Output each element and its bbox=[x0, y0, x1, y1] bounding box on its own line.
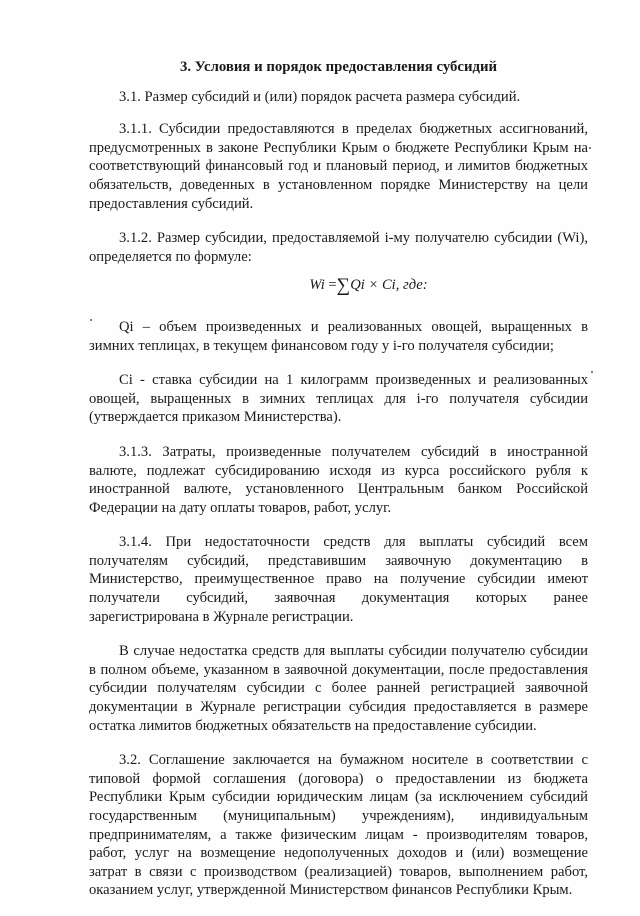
paragraph-shortage: В случае недостатка средств для выплаты субсидии получателю субсидии в полном объеме, указанном в заявочной документации, после предоставления субсидии получателям субсидии с более ранней регистрацией заявочной документации в Журнале регистрации субсидия предоставляется в размере остатка лимитов бюджетных обязательств на предоставление субсидии. bbox=[89, 643, 588, 734]
formula-rhs: Qi × Ci, где: bbox=[350, 277, 428, 294]
definition-qi: Qi – объем произведенных и реализованных овощей, выращенных в зимних теплицах, в текущем финансовом году у i-го получателя субсидии; bbox=[89, 318, 588, 354]
scan-speck bbox=[591, 371, 593, 373]
paragraph-3-1-3: 3.1.3. Затраты, произведенные получателем субсидий в иностранной валюте, подлежат субсидированию исходя из курса российского рубля к иностранной валюте, установленного Центральным банком Российской Федерации на дату оплаты товаров, работ, услуг. bbox=[89, 443, 588, 516]
formula-equals: = bbox=[328, 277, 337, 294]
paragraph-3-1-1: 3.1.1. Субсидии предоставляются в пределах бюджетных ассигнований, предусмотренных в законе Республики Крым о бюджете Республики Крым на соответствующий финансовый год и плановый период, и лимитов бюджетных обязательств, доведенных в установленном порядке Министерству на цели предоставления субсидий. bbox=[89, 121, 588, 212]
scan-speck bbox=[90, 319, 92, 321]
formula-sum-sign: ∑ bbox=[336, 275, 351, 297]
scan-speck bbox=[589, 147, 591, 149]
subsidy-formula bbox=[89, 276, 588, 296]
paragraph-3-1-4: 3.1.4. При недостаточности средств для выплаты субсидий всем получателям субсидий, представившим заявочную документацию в Министерство, преимущественное право на получение субсидии имеют получатели субсидий, заявочная документация которых ранее зарегистрирована в Журнале регистрации. bbox=[89, 534, 588, 625]
paragraph-3-2: 3.2. Соглашение заключается на бумажном носителе в соответствии с типовой формой соглашения (договора) о предоставлении из бюджета Республики Крым субсидии юридическим лицам (за исключением субсидий государственным (муниципальным) учреждениям), индивидуальным предпринимателям, а также физическим лицам - производителям товаров, работ, услуг на возмещение недополученных доходов и (или) возмещение затрат в связи с производством (реализацией) товаров, выполнением работ, оказанием услуг, утвержденной Министерством финансов Республики Крым. bbox=[89, 752, 588, 899]
section-heading: 3. Условия и порядок предоставления субсидий bbox=[179, 59, 498, 75]
paragraph-3-1: 3.1. Размер субсидий и (или) порядок расчета размера субсидий. bbox=[119, 88, 521, 105]
paragraph-3-1-2: 3.1.2. Размер субсидии, предоставляемой i-му получателю субсидии (Wi), определяется по формуле: bbox=[89, 230, 588, 265]
formula-lhs: Wi bbox=[309, 277, 325, 294]
definition-ci: Ci - ставка субсидии на 1 килограмм произведенных и реализованных овощей, выращенных в зимних теплицах для i-го получателя субсидии (утверждается приказом Министерства). bbox=[89, 372, 588, 426]
document-body bbox=[89, 58, 588, 916]
